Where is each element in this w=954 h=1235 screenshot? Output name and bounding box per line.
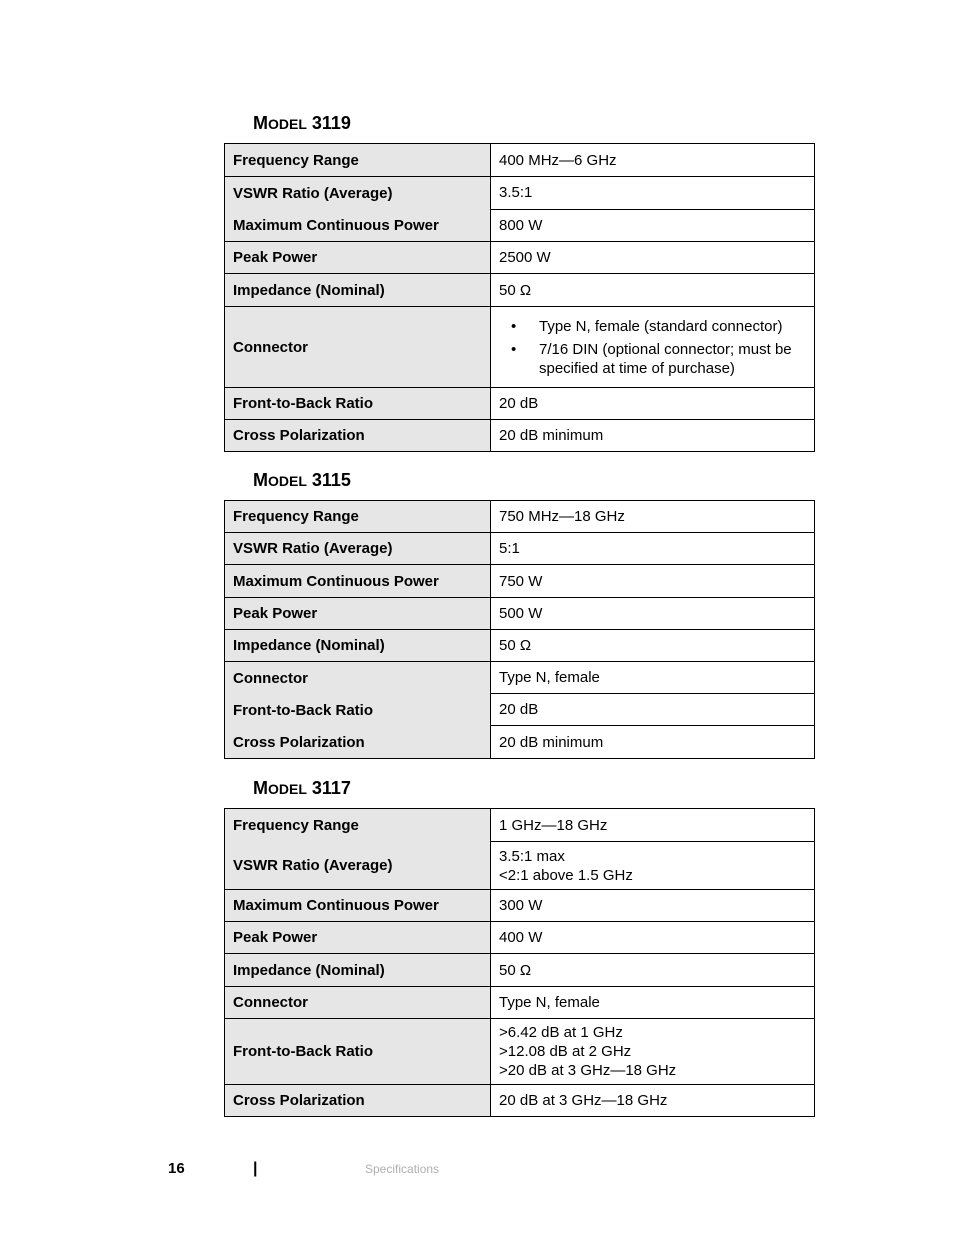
table-row bbox=[225, 177, 815, 210]
spec-label: Connector bbox=[225, 307, 491, 388]
table-row bbox=[225, 809, 815, 842]
spec-label: VSWR Ratio (Average) bbox=[233, 857, 393, 874]
table-row bbox=[225, 890, 815, 922]
spec-label: Cross Polarization bbox=[225, 1085, 491, 1117]
spec-label: Connector bbox=[233, 669, 308, 687]
spec-label: VSWR Ratio (Average) bbox=[233, 184, 393, 202]
spec-label: Impedance (Nominal) bbox=[225, 630, 491, 662]
spec-label: Cross Polarization bbox=[225, 420, 491, 452]
table-row bbox=[225, 1019, 815, 1085]
spec-value: 20 dB minimum bbox=[491, 726, 815, 759]
spec-value: 2500 W bbox=[491, 242, 815, 274]
table-row bbox=[225, 922, 815, 954]
connector-list bbox=[499, 317, 806, 378]
heading-number: 3115 bbox=[306, 470, 351, 490]
table-row bbox=[225, 662, 815, 694]
spec-label: Peak Power bbox=[225, 242, 491, 274]
value-line: >12.08 dB at 2 GHz bbox=[499, 1043, 632, 1060]
spec-value: 20 dB bbox=[491, 694, 815, 726]
spec-value: 400 W bbox=[491, 922, 815, 954]
heading-number: 3117 bbox=[306, 778, 351, 798]
model-3119-spec-table bbox=[224, 143, 815, 452]
table-row bbox=[225, 533, 815, 565]
table-row bbox=[225, 242, 815, 274]
spec-value: 50 Ω bbox=[491, 954, 815, 987]
spec-value: Type N, female bbox=[491, 662, 815, 694]
spec-label: Maximum Continuous Power bbox=[233, 216, 439, 234]
spec-value bbox=[491, 1019, 815, 1085]
spec-label: Frequency Range bbox=[225, 144, 491, 177]
table-row bbox=[225, 144, 815, 177]
spec-value: 750 W bbox=[491, 565, 815, 598]
spec-label: Front-to-Back Ratio bbox=[225, 1019, 491, 1085]
spec-value bbox=[491, 307, 815, 388]
spec-value: 20 dB minimum bbox=[491, 420, 815, 452]
model-3115-heading bbox=[253, 470, 351, 491]
spec-value: 5:1 bbox=[491, 533, 815, 565]
spec-label-merged bbox=[225, 809, 491, 890]
spec-value: 50 Ω bbox=[491, 630, 815, 662]
table-row bbox=[225, 954, 815, 987]
table-row bbox=[225, 420, 815, 452]
spec-label: Impedance (Nominal) bbox=[225, 274, 491, 307]
spec-value bbox=[491, 842, 815, 890]
model-3117-spec-table bbox=[224, 808, 815, 1117]
spec-value: 500 W bbox=[491, 598, 815, 630]
footer-section-title: Specifications bbox=[365, 1162, 440, 1176]
value-line: <2:1 above 1.5 GHz bbox=[499, 866, 633, 884]
spec-label: Impedance (Nominal) bbox=[225, 954, 491, 987]
heading-initial: M bbox=[253, 470, 268, 490]
spec-label: Maximum Continuous Power bbox=[225, 565, 491, 598]
table-row bbox=[225, 501, 815, 533]
spec-label: Front-to-Back Ratio bbox=[225, 388, 491, 420]
model-3119-heading bbox=[253, 113, 351, 134]
spec-value: 20 dB at 3 GHz—18 GHz bbox=[491, 1085, 815, 1117]
heading-initial: M bbox=[253, 778, 268, 798]
spec-value: 800 W bbox=[491, 209, 815, 242]
value-line: >20 dB at 3 GHz—18 GHz bbox=[499, 1062, 677, 1079]
heading-initial: M bbox=[253, 113, 268, 133]
spec-label: Maximum Continuous Power bbox=[225, 890, 491, 922]
table-row bbox=[225, 1085, 815, 1117]
spec-label: Peak Power bbox=[225, 598, 491, 630]
heading-smallcaps: ODEL bbox=[268, 473, 307, 489]
list-item: • Type N, female (standard connector) bbox=[499, 317, 806, 336]
spec-label: Peak Power bbox=[225, 922, 491, 954]
spec-label: VSWR Ratio (Average) bbox=[225, 533, 491, 565]
spec-value: Type N, female bbox=[491, 987, 815, 1019]
value-line: >6.42 dB at 1 GHz bbox=[499, 1024, 623, 1041]
spec-value: 1 GHz—18 GHz bbox=[491, 809, 815, 842]
spec-value: 50 Ω bbox=[491, 274, 815, 307]
spec-value: 400 MHz—6 GHz bbox=[491, 144, 815, 177]
heading-smallcaps: ODEL bbox=[268, 116, 307, 132]
table-row bbox=[225, 987, 815, 1019]
table-row bbox=[225, 388, 815, 420]
spec-label: Connector bbox=[225, 987, 491, 1019]
model-3117-heading bbox=[253, 778, 351, 799]
page-number: 16 bbox=[168, 1160, 185, 1177]
heading-smallcaps: ODEL bbox=[268, 781, 307, 797]
list-item: • 7/16 DIN (optional connector; must be specified at time of purchase) bbox=[499, 340, 806, 378]
footer-separator: | bbox=[253, 1160, 258, 1177]
spec-value: 20 dB bbox=[491, 388, 815, 420]
table-row bbox=[225, 598, 815, 630]
spec-label: Frequency Range bbox=[225, 501, 491, 533]
spec-label: Frequency Range bbox=[233, 817, 359, 834]
spec-label: Front-to-Back Ratio bbox=[233, 701, 373, 719]
spec-value: 3.5:1 bbox=[491, 177, 815, 210]
spec-label-merged bbox=[225, 177, 491, 242]
model-3115-spec-table bbox=[224, 500, 815, 759]
value-line: 3.5:1 max bbox=[499, 847, 565, 865]
table-row bbox=[225, 565, 815, 598]
heading-number: 3119 bbox=[306, 113, 351, 133]
spec-label-merged bbox=[225, 662, 491, 759]
spec-value: 750 MHz—18 GHz bbox=[491, 501, 815, 533]
table-row bbox=[225, 630, 815, 662]
table-row bbox=[225, 307, 815, 388]
spec-value: 300 W bbox=[491, 890, 815, 922]
table-row bbox=[225, 274, 815, 307]
spec-label: Cross Polarization bbox=[233, 733, 365, 751]
